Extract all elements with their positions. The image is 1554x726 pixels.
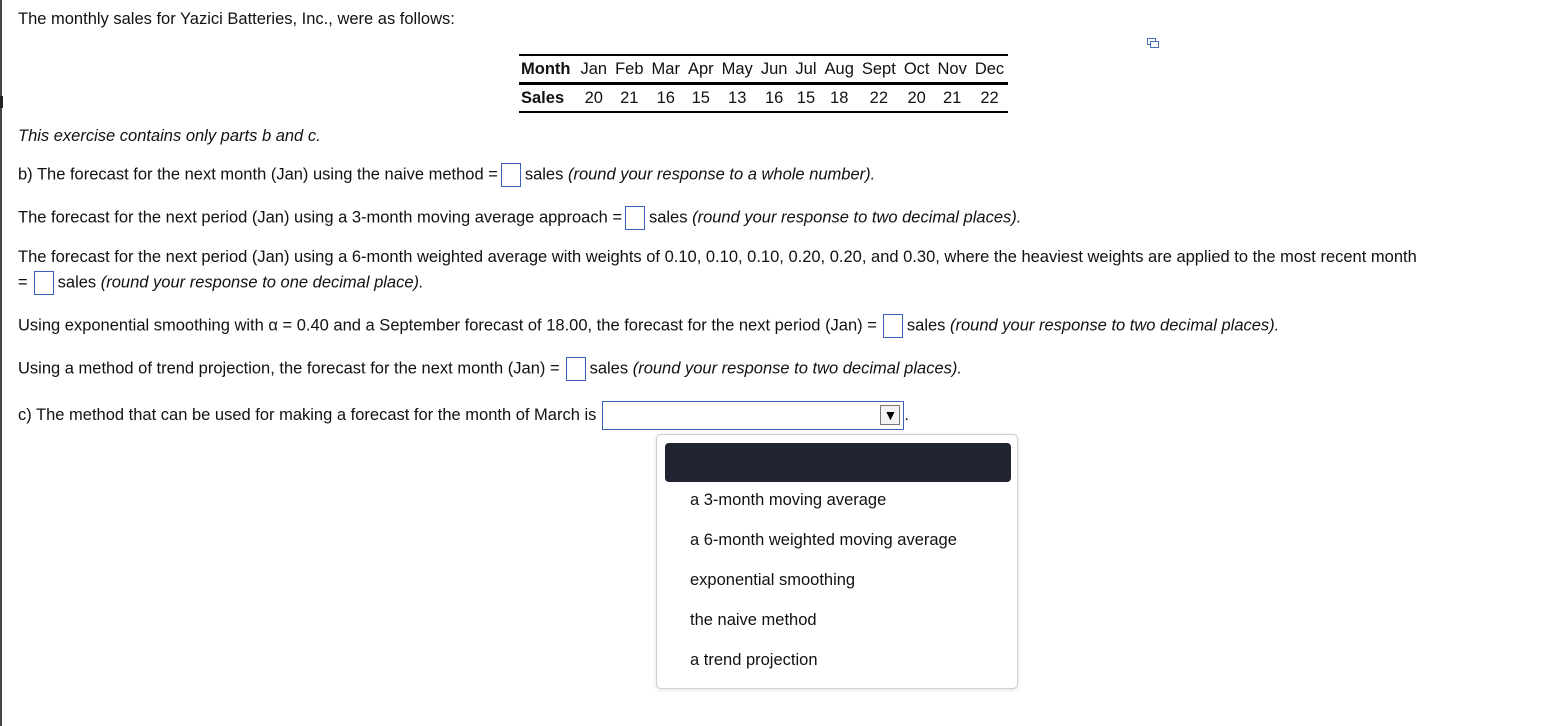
exercise-note-text: This exercise contains only parts b and c.: [18, 127, 321, 145]
month-cell: Sept: [861, 59, 896, 78]
left-border: [0, 0, 2, 726]
left-border-accent: [0, 96, 3, 108]
sales-cell: 15: [796, 88, 816, 107]
month-cell: May: [721, 59, 753, 78]
answer-trend-input[interactable]: [566, 357, 586, 381]
question-naive-prefix: b) The forecast for the next month (Jan) using the naive method =: [18, 165, 498, 184]
method-select[interactable]: [602, 401, 904, 430]
question-trend-unit: sales: [589, 359, 629, 378]
question-trend: [18, 357, 962, 381]
question-naive-hint: (round your response to a whole number).: [567, 165, 876, 184]
month-cell: Jan: [580, 59, 608, 78]
question-wma6: [18, 248, 1417, 267]
month-row: [519, 55, 1008, 84]
question-trend-prefix: Using a method of trend projection, the forecast for the next month (Jan) =: [18, 359, 560, 378]
question-wma6-hint: (round your response to one decimal place).: [100, 273, 424, 292]
sales-cell: 22: [980, 88, 999, 107]
question-trend-hint: (round your response to two decimal places).: [632, 359, 962, 378]
question-c-suffix: .: [904, 406, 909, 424]
sales-cell: 16: [656, 88, 675, 107]
question-naive-unit: sales: [524, 165, 564, 184]
answer-wma6-input[interactable]: [34, 271, 54, 295]
sales-cell: 15: [691, 88, 710, 107]
question-ma3-hint: (round your response to two decimal places).: [692, 208, 1022, 227]
sales-cell: 20: [907, 88, 926, 107]
dropdown-option-blank[interactable]: [665, 443, 1011, 482]
answer-naive-input[interactable]: [501, 163, 521, 187]
sales-cell: 13: [728, 88, 747, 107]
method-dropdown-menu: [656, 434, 1018, 689]
answer-exp-input[interactable]: [883, 314, 903, 338]
sales-header: Sales: [521, 88, 565, 107]
question-wma6-prefix: The forecast for the next period (Jan) using a 6-month weighted average with weights of 0.10, 0.10, 0.10, 0.20, 0.20, and 0.30, where the heaviest weights are applied to the most recent month: [18, 248, 1417, 266]
month-cell: Jul: [795, 59, 817, 78]
exercise-note: [18, 127, 321, 146]
question-c: [18, 401, 909, 430]
dropdown-option[interactable]: a 6-month weighted moving average: [690, 531, 957, 549]
sales-cell: 21: [942, 88, 962, 107]
question-wma6-eq: =: [18, 273, 28, 292]
sales-cell: 21: [620, 88, 639, 107]
sales-cell: 22: [869, 88, 889, 107]
question-exp-prefix: Using exponential smoothing with α = 0.40 and a September forecast of 18.00, the forecast for the next period (Jan) =: [18, 316, 877, 335]
question-exp-unit: sales: [906, 316, 946, 335]
sales-table: [519, 54, 1008, 113]
chevron-down-icon[interactable]: ▼: [880, 405, 900, 425]
month-header: Month: [521, 59, 571, 78]
sales-row: [519, 84, 1008, 113]
intro-text: The monthly sales for Yazici Batteries, Inc., were as follows:: [18, 10, 455, 28]
dropdown-option[interactable]: a 3-month moving average: [690, 491, 887, 509]
sales-cell: 16: [764, 88, 784, 107]
question-c-prefix: c) The method that can be used for making a forecast for the month of March is: [18, 406, 597, 424]
month-cell: Oct: [903, 59, 930, 78]
question-wma6-unit: sales: [57, 273, 97, 292]
question-exp: [18, 314, 1279, 338]
month-cell: Apr: [687, 59, 714, 78]
question-exp-hint: (round your response to two decimal places).: [950, 316, 1280, 335]
month-cell: Dec: [974, 59, 1005, 78]
month-cell: Aug: [824, 59, 854, 78]
sales-cell: 18: [830, 88, 849, 107]
month-cell: Feb: [615, 59, 644, 78]
answer-ma3-input[interactable]: [625, 206, 645, 230]
sales-cell: 20: [584, 88, 603, 107]
question-ma3-prefix: The forecast for the next period (Jan) using a 3-month moving average approach =: [18, 208, 622, 227]
month-cell: Jun: [760, 59, 788, 78]
month-cell: Mar: [651, 59, 680, 78]
dropdown-option[interactable]: the naive method: [690, 611, 817, 629]
dropdown-option[interactable]: exponential smoothing: [690, 571, 856, 589]
question-wma6-cont: [18, 271, 424, 295]
question-ma3: [18, 206, 1021, 230]
copy-icon[interactable]: [1147, 38, 1159, 48]
question-ma3-unit: sales: [648, 208, 688, 227]
month-cell: Nov: [937, 59, 967, 78]
question-naive: [18, 163, 875, 187]
dropdown-option[interactable]: a trend projection: [690, 651, 818, 669]
